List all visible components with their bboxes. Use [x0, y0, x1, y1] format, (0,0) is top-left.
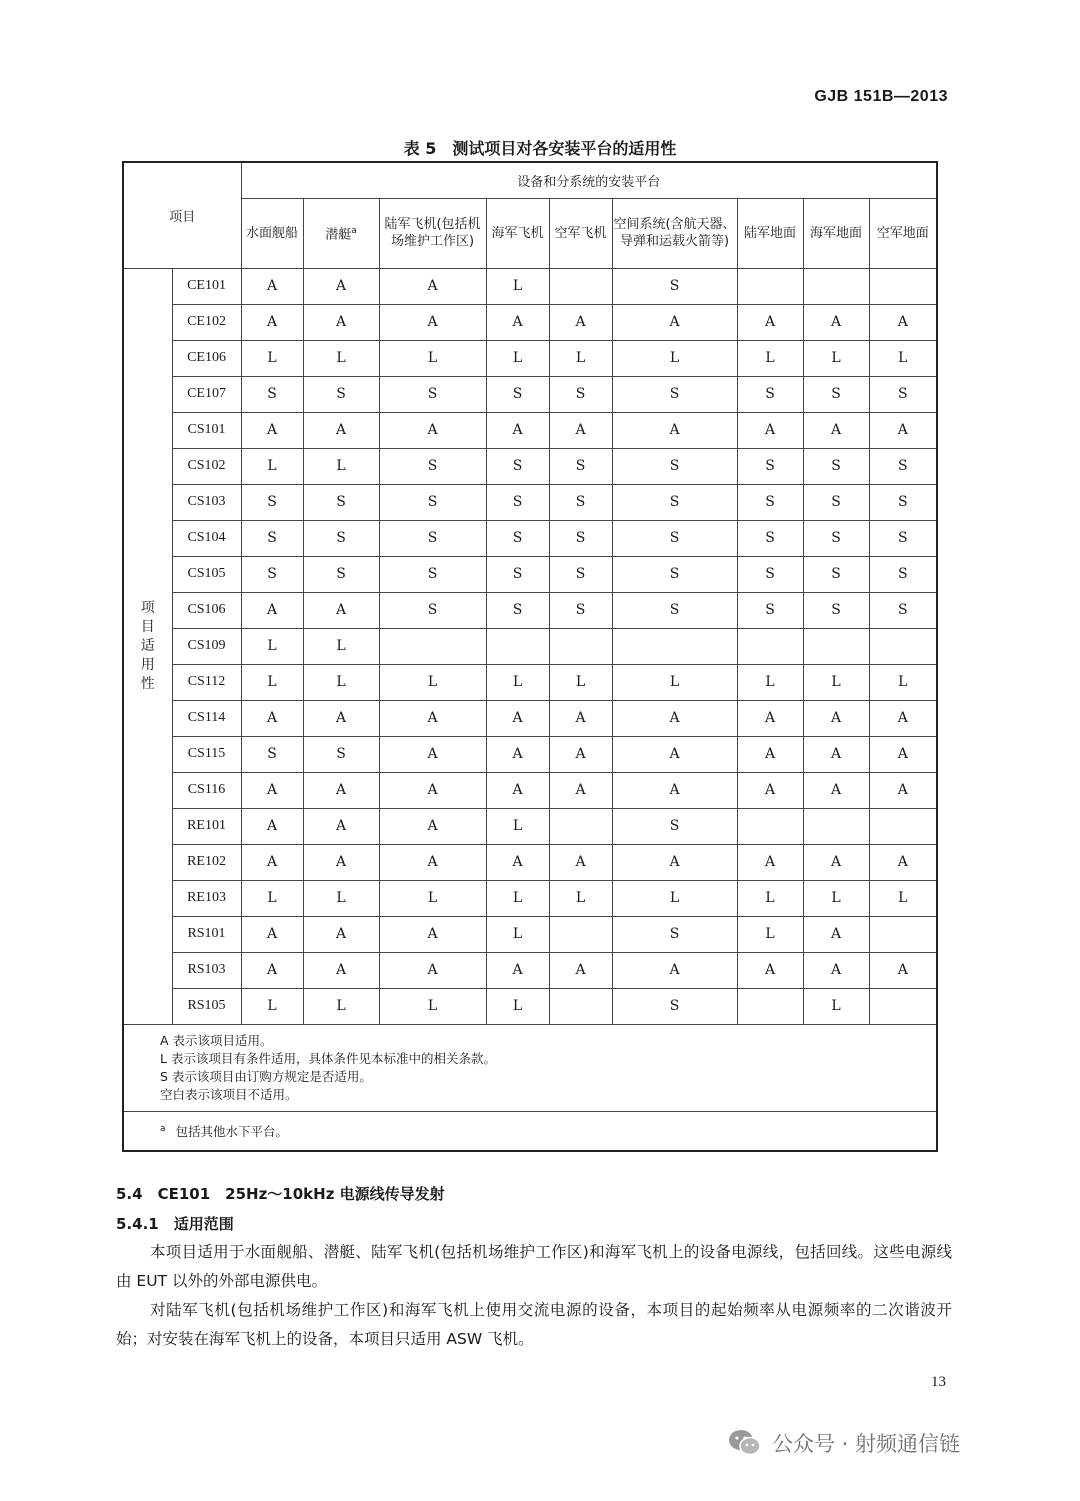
- applicability-cell: A: [549, 304, 612, 340]
- applicability-cell: S: [486, 592, 549, 628]
- applicability-cell: A: [869, 412, 937, 448]
- applicability-cell: L: [303, 988, 379, 1024]
- applicability-cell: S: [869, 484, 937, 520]
- applicability-cell: A: [803, 844, 869, 880]
- applicability-cell: A: [303, 700, 379, 736]
- note-line: L 表示该项目有条件适用，具体条件见本标准中的相关条款。: [160, 1050, 496, 1066]
- applicability-cell: S: [612, 448, 737, 484]
- applicability-cell: A: [379, 916, 486, 952]
- applicability-cell: S: [869, 376, 937, 412]
- table-row: [123, 844, 937, 880]
- test-item-code: RE102: [172, 844, 241, 880]
- applicability-cell: S: [241, 484, 303, 520]
- applicability-cell: [612, 628, 737, 664]
- note-line: S 表示该项目由订购方规定是否适用。: [160, 1068, 372, 1084]
- test-item-code: RS105: [172, 988, 241, 1024]
- applicability-cell: L: [379, 880, 486, 916]
- applicability-cell: L: [241, 880, 303, 916]
- applicability-cell: S: [379, 448, 486, 484]
- applicability-cell: L: [241, 340, 303, 376]
- test-item-code: CE101: [172, 268, 241, 304]
- applicability-cell: L: [737, 916, 803, 952]
- applicability-cell: A: [612, 700, 737, 736]
- applicability-cell: S: [379, 556, 486, 592]
- applicability-cell: S: [241, 376, 303, 412]
- applicability-cell: L: [241, 628, 303, 664]
- applicability-cell: S: [612, 484, 737, 520]
- applicability-cell: L: [549, 664, 612, 700]
- applicability-cell: A: [612, 844, 737, 880]
- table-notes: [123, 1024, 937, 1111]
- applicability-cell: A: [803, 304, 869, 340]
- applicability-cell: A: [803, 736, 869, 772]
- applicability-cell: L: [803, 880, 869, 916]
- applicability-cell: L: [549, 340, 612, 376]
- watermark: [728, 1428, 960, 1458]
- table-row: [123, 448, 937, 484]
- applicability-cell: S: [486, 556, 549, 592]
- test-item-code: CS114: [172, 700, 241, 736]
- applicability-cell: S: [486, 520, 549, 556]
- applicability-cell: S: [303, 376, 379, 412]
- applicability-cell: A: [241, 304, 303, 340]
- applicability-cell: [869, 628, 937, 664]
- applicability-cell: [803, 808, 869, 844]
- applicability-cell: S: [612, 988, 737, 1024]
- applicability-cell: L: [379, 340, 486, 376]
- applicability-cell: A: [803, 412, 869, 448]
- applicability-cell: A: [241, 916, 303, 952]
- applicability-cell: L: [241, 664, 303, 700]
- applicability-cell: A: [486, 736, 549, 772]
- applicability-cell: [869, 268, 937, 304]
- applicability-cell: A: [612, 772, 737, 808]
- applicability-cell: [486, 628, 549, 664]
- note-line: 空白表示该项目不适用。: [160, 1086, 298, 1102]
- applicability-cell: [869, 988, 937, 1024]
- table-row: [123, 736, 937, 772]
- applicability-cell: S: [241, 736, 303, 772]
- applicability-cell: S: [241, 520, 303, 556]
- test-item-code: CS104: [172, 520, 241, 556]
- applicability-cell: A: [486, 700, 549, 736]
- watermark-text: 公众号 · 射频通信链: [772, 1432, 961, 1456]
- applicability-cell: A: [303, 916, 379, 952]
- applicability-cell: A: [737, 844, 803, 880]
- applicability-cell: [549, 808, 612, 844]
- applicability-cell: A: [303, 808, 379, 844]
- applicability-cell: A: [303, 772, 379, 808]
- applicability-cell: A: [241, 268, 303, 304]
- applicability-cell: [549, 988, 612, 1024]
- applicability-cell: A: [737, 304, 803, 340]
- applicability-cell: A: [869, 700, 937, 736]
- applicability-cell: A: [303, 844, 379, 880]
- applicability-cell: L: [303, 664, 379, 700]
- column-header: 潜艇$^a$: [303, 198, 379, 268]
- applicability-cell: A: [379, 412, 486, 448]
- applicability-table: [122, 161, 938, 1152]
- test-item-code: CS106: [172, 592, 241, 628]
- applicability-cell: S: [612, 808, 737, 844]
- applicability-cell: A: [241, 952, 303, 988]
- applicability-cell: S: [869, 448, 937, 484]
- applicability-cell: L: [737, 880, 803, 916]
- applicability-cell: L: [612, 340, 737, 376]
- applicability-cell: A: [486, 772, 549, 808]
- applicability-cell: [803, 268, 869, 304]
- applicability-cell: L: [486, 268, 549, 304]
- applicability-cell: S: [549, 592, 612, 628]
- applicability-cell: A: [803, 916, 869, 952]
- applicability-cell: A: [303, 268, 379, 304]
- applicability-cell: S: [803, 376, 869, 412]
- applicability-cell: A: [486, 844, 549, 880]
- applicability-cell: L: [486, 916, 549, 952]
- test-item-code: CS116: [172, 772, 241, 808]
- table-row: [123, 664, 937, 700]
- table-row: [123, 952, 937, 988]
- applicability-cell: A: [379, 952, 486, 988]
- column-header: 水面舰船: [241, 198, 303, 268]
- applicability-cell: L: [486, 880, 549, 916]
- column-header: 海军地面: [803, 198, 869, 268]
- applicability-cell: A: [241, 808, 303, 844]
- applicability-cell: L: [803, 664, 869, 700]
- applicability-cell: L: [303, 340, 379, 376]
- applicability-cell: A: [379, 808, 486, 844]
- applicability-cell: S: [803, 520, 869, 556]
- applicability-cell: S: [737, 448, 803, 484]
- test-item-code: CS103: [172, 484, 241, 520]
- test-item-code: CE106: [172, 340, 241, 376]
- applicability-cell: L: [612, 880, 737, 916]
- applicability-cell: L: [379, 664, 486, 700]
- applicability-cell: L: [869, 664, 937, 700]
- applicability-cell: [737, 268, 803, 304]
- applicability-cell: S: [612, 592, 737, 628]
- table-row: [123, 988, 937, 1024]
- table-row: [123, 808, 937, 844]
- applicability-cell: A: [486, 952, 549, 988]
- table-row: [123, 880, 937, 916]
- applicability-cell: A: [737, 700, 803, 736]
- applicability-cell: L: [303, 880, 379, 916]
- applicability-cell: A: [241, 700, 303, 736]
- applicability-cell: A: [549, 412, 612, 448]
- applicability-cell: S: [612, 376, 737, 412]
- applicability-cell: A: [379, 304, 486, 340]
- page-number: 13: [931, 1374, 946, 1390]
- applicability-cell: S: [737, 520, 803, 556]
- test-item-code: RE103: [172, 880, 241, 916]
- subsection-heading: 5.4.1 适用范围: [116, 1215, 234, 1233]
- applicability-cell: A: [241, 592, 303, 628]
- table-row: [123, 268, 937, 304]
- paragraph: 对陆军飞机(包括机场维护工作区)和海军飞机上使用交流电源的设备，本项目的起始频率从电源频率的二次谐波开始；对安装在海军飞机上的设备，本项目只适用 ASW 飞机。: [116, 1301, 952, 1348]
- applicability-cell: L: [303, 628, 379, 664]
- applicability-cell: L: [303, 448, 379, 484]
- applicability-cell: A: [379, 700, 486, 736]
- table-row: [123, 304, 937, 340]
- applicability-cell: A: [612, 412, 737, 448]
- column-header: 空军地面: [869, 198, 937, 268]
- applicability-cell: L: [241, 988, 303, 1024]
- applicability-cell: L: [549, 880, 612, 916]
- applicability-cell: L: [486, 988, 549, 1024]
- test-item-code: RS101: [172, 916, 241, 952]
- table-row: [123, 592, 937, 628]
- applicability-cell: S: [737, 556, 803, 592]
- test-item-code: CS109: [172, 628, 241, 664]
- applicability-cell: [803, 628, 869, 664]
- table-row: [123, 412, 937, 448]
- applicability-cell: A: [303, 952, 379, 988]
- column-header: 空间系统(含航天器、导弹和运载火箭等): [612, 198, 737, 268]
- applicability-cell: S: [549, 484, 612, 520]
- applicability-cell: A: [549, 772, 612, 808]
- applicability-cell: L: [612, 664, 737, 700]
- applicability-cell: S: [549, 520, 612, 556]
- test-item-code: CS115: [172, 736, 241, 772]
- applicability-cell: S: [737, 484, 803, 520]
- applicability-cell: A: [869, 952, 937, 988]
- applicability-cell: L: [869, 340, 937, 376]
- applicability-cell: A: [549, 952, 612, 988]
- applicability-cell: A: [379, 844, 486, 880]
- corner-header: 项目: [123, 162, 241, 268]
- applicability-cell: S: [549, 376, 612, 412]
- test-item-code: CS102: [172, 448, 241, 484]
- applicability-cell: A: [549, 844, 612, 880]
- test-item-code: CS101: [172, 412, 241, 448]
- applicability-cell: L: [486, 340, 549, 376]
- test-item-code: RE101: [172, 808, 241, 844]
- applicability-cell: A: [549, 736, 612, 772]
- applicability-cell: A: [869, 304, 937, 340]
- applicability-cell: A: [737, 412, 803, 448]
- column-header: 陆军地面: [737, 198, 803, 268]
- applicability-cell: A: [379, 772, 486, 808]
- test-item-code: CS105: [172, 556, 241, 592]
- applicability-cell: S: [379, 376, 486, 412]
- applicability-cell: S: [869, 520, 937, 556]
- applicability-cell: A: [241, 772, 303, 808]
- applicability-cell: A: [612, 952, 737, 988]
- applicability-cell: S: [303, 736, 379, 772]
- table-footnote: $^a$ 包括其他水下平台。: [123, 1111, 937, 1151]
- applicability-cell: A: [737, 736, 803, 772]
- applicability-cell: S: [549, 448, 612, 484]
- table-row: [123, 340, 937, 376]
- applicability-cell: A: [612, 736, 737, 772]
- applicability-cell: A: [869, 844, 937, 880]
- applicability-cell: S: [486, 376, 549, 412]
- table-row: [123, 556, 937, 592]
- applicability-cell: S: [303, 484, 379, 520]
- wechat-icon: [728, 1428, 762, 1458]
- applicability-cell: A: [241, 412, 303, 448]
- applicability-cell: [869, 808, 937, 844]
- applicability-cell: [549, 628, 612, 664]
- applicability-cell: [549, 268, 612, 304]
- table-row: [123, 520, 937, 556]
- paragraph: 本项目适用于水面舰船、潜艇、陆军飞机(包括机场维护工作区)和海军飞机上的设备电源线，包括回线。这些电源线由 EUT 以外的外部电源供电。: [116, 1243, 952, 1290]
- applicability-cell: A: [803, 952, 869, 988]
- applicability-cell: A: [303, 412, 379, 448]
- applicability-cell: [379, 628, 486, 664]
- applicability-cell: S: [803, 484, 869, 520]
- table-caption: 表 5 测试项目对各安装平台的适用性: [403, 139, 677, 158]
- table-row: [123, 628, 937, 664]
- applicability-cell: L: [486, 664, 549, 700]
- applicability-cell: S: [803, 592, 869, 628]
- applicability-cell: S: [803, 448, 869, 484]
- applicability-cell: S: [486, 448, 549, 484]
- applicability-cell: S: [612, 916, 737, 952]
- applicability-cell: S: [612, 520, 737, 556]
- applicability-cell: A: [379, 736, 486, 772]
- applicability-cell: L: [803, 988, 869, 1024]
- applicability-cell: S: [869, 556, 937, 592]
- applicability-cell: S: [612, 268, 737, 304]
- applicability-cell: A: [303, 592, 379, 628]
- applicability-cell: [549, 916, 612, 952]
- applicability-cell: S: [303, 556, 379, 592]
- column-header: 空军飞机: [549, 198, 612, 268]
- applicability-cell: A: [241, 844, 303, 880]
- test-item-code: CS112: [172, 664, 241, 700]
- applicability-cell: L: [737, 664, 803, 700]
- applicability-cell: S: [549, 556, 612, 592]
- applicability-cell: A: [803, 700, 869, 736]
- table-row: [123, 376, 937, 412]
- applicability-cell: S: [379, 484, 486, 520]
- note-line: A 表示该项目适用。: [160, 1032, 273, 1048]
- table-row: [123, 916, 937, 952]
- applicability-cell: S: [612, 556, 737, 592]
- applicability-cell: L: [737, 340, 803, 376]
- applicability-cell: S: [737, 376, 803, 412]
- applicability-cell: A: [303, 304, 379, 340]
- table-row: [123, 484, 937, 520]
- applicability-cell: A: [486, 304, 549, 340]
- applicability-cell: A: [612, 304, 737, 340]
- platform-group-header: 设备和分系统的安装平台: [241, 162, 937, 198]
- test-item-code: RS103: [172, 952, 241, 988]
- applicability-cell: S: [737, 592, 803, 628]
- section-heading: 5.4 CE101 25Hz～10kHz 电源线传导发射: [116, 1185, 445, 1203]
- applicability-cell: S: [803, 556, 869, 592]
- applicability-cell: A: [379, 268, 486, 304]
- applicability-cell: [869, 916, 937, 952]
- table-row: [123, 700, 937, 736]
- applicability-cell: S: [379, 520, 486, 556]
- applicability-cell: [737, 628, 803, 664]
- applicability-cell: L: [379, 988, 486, 1024]
- applicability-cell: A: [803, 772, 869, 808]
- applicability-cell: [737, 808, 803, 844]
- table-row: [123, 772, 937, 808]
- applicability-cell: [737, 988, 803, 1024]
- applicability-cell: L: [803, 340, 869, 376]
- applicability-cell: S: [486, 484, 549, 520]
- applicability-cell: A: [486, 412, 549, 448]
- applicability-cell: A: [869, 736, 937, 772]
- column-header: 海军飞机: [486, 198, 549, 268]
- applicability-cell: L: [241, 448, 303, 484]
- test-item-code: CE102: [172, 304, 241, 340]
- applicability-cell: A: [549, 700, 612, 736]
- column-header: 陆军飞机(包括机场维护工作区): [379, 198, 486, 268]
- test-item-code: CE107: [172, 376, 241, 412]
- applicability-cell: L: [869, 880, 937, 916]
- side-label: 项目适用性: [123, 268, 172, 1024]
- applicability-cell: L: [486, 808, 549, 844]
- applicability-cell: A: [869, 772, 937, 808]
- applicability-cell: S: [869, 592, 937, 628]
- applicability-cell: S: [303, 520, 379, 556]
- standard-code: GJB 151B—2013: [814, 88, 948, 105]
- applicability-cell: S: [241, 556, 303, 592]
- applicability-cell: A: [737, 952, 803, 988]
- applicability-cell: S: [379, 592, 486, 628]
- applicability-cell: A: [737, 772, 803, 808]
